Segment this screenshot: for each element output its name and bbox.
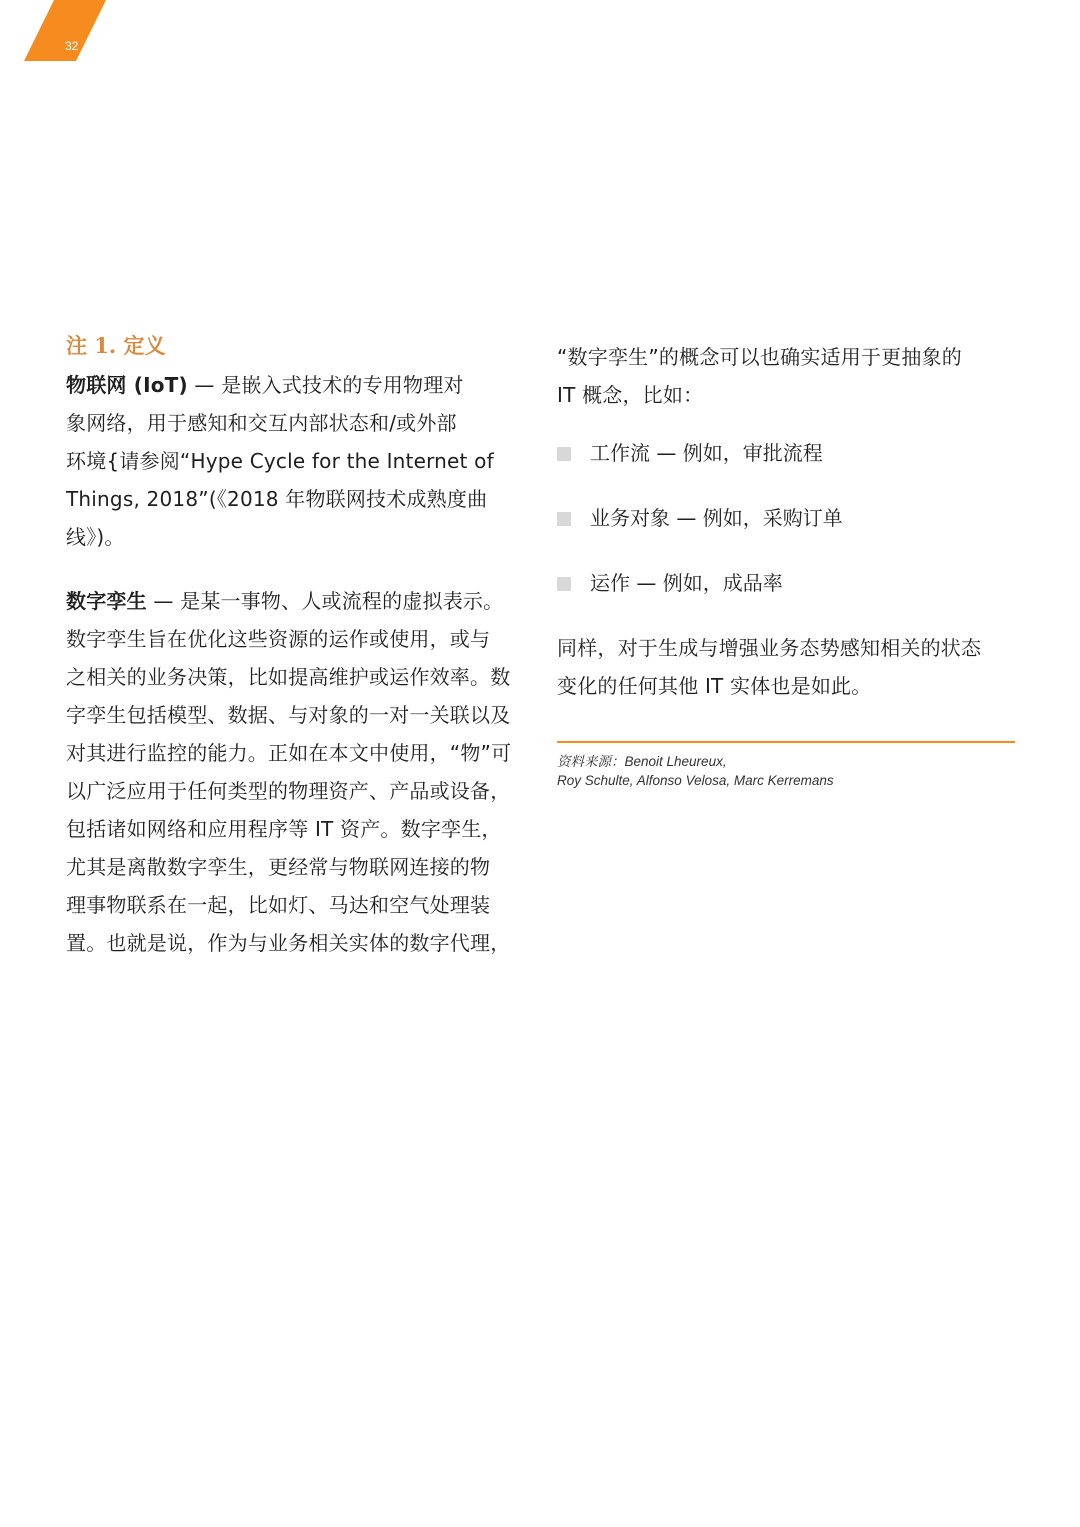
digital-twin-line-7: 包括诸如网络和应用程序等 IT 资产。数字孪生，: [66, 817, 502, 841]
digital-twin-line-1: — 是某一事物、人或流程的虚拟表示。: [146, 589, 504, 613]
note-heading: 注 1. 定义: [66, 333, 166, 358]
digital-twin-definition: [66, 582, 526, 962]
digital-twin-line-4: 字孪生包括模型、数据、与对象的一对一关联以及: [66, 703, 511, 727]
list-item: [557, 434, 1017, 472]
digital-twin-line-6: 以广泛应用于任何类型的物理资产、产品或设备，: [66, 779, 511, 803]
iot-line-1: — 是嵌入式技术的专用物理对: [187, 373, 464, 397]
source-line-2: Roy Schulte, Alfonso Velosa, Marc Kerremans: [557, 773, 834, 788]
iot-line-4: Things, 2018”(《2018 年物联网技术成熟度曲: [66, 487, 488, 511]
list-item-text: 业务对象 — 例如，采购订单: [590, 506, 843, 530]
abstract-intro-line-1: “数字孪生”的概念可以也确实适用于更抽象的: [557, 345, 962, 369]
digital-twin-line-8: 尤其是离散数字孪生，更经常与物联网连接的物: [66, 855, 491, 879]
source-citation: [557, 752, 1017, 790]
square-bullet-icon: [557, 512, 571, 526]
digital-twin-line-5: 对其进行监控的能力。正如在本文中使用，“物”可: [66, 741, 512, 765]
list-item-text: 运作 — 例如，成品率: [590, 571, 783, 595]
square-bullet-icon: [557, 577, 571, 591]
iot-line-5: 线》)。: [66, 525, 125, 549]
source-line-1: 资料来源：Benoit Lheureux,: [557, 754, 727, 769]
paragraph-gap: [66, 556, 526, 582]
digital-twin-line-10: 置。也就是说，作为与业务相关实体的数字代理，: [66, 931, 511, 955]
digital-twin-term: 数字孪生: [66, 589, 147, 613]
list-item: [557, 499, 1017, 537]
list-item: [557, 564, 1017, 602]
examples-list: [557, 434, 1017, 602]
abstract-intro: [557, 338, 1017, 414]
abstract-intro-line-2: IT 概念，比如：: [557, 383, 704, 407]
closing-line-2: 变化的任何其他 IT 实体也是如此。: [557, 674, 872, 698]
iot-line-2: 象网络，用于感知和交互内部状态和/或外部: [66, 411, 457, 435]
square-bullet-icon: [557, 447, 571, 461]
digital-twin-line-9: 理事物联系在一起，比如灯、马达和空气处理装: [66, 893, 491, 917]
iot-term: 物联网 (IoT): [66, 373, 188, 397]
list-item-text: 工作流 — 例如，审批流程: [590, 441, 823, 465]
abstract-concepts-column: [557, 338, 1017, 790]
iot-line-3: 环境{请参阅“Hype Cycle for the Internet of: [66, 449, 494, 473]
digital-twin-line-3: 之相关的业务决策，比如提高维护或运作效率。数: [66, 665, 511, 689]
closing-paragraph: [557, 629, 1017, 705]
definitions-column: [66, 328, 526, 962]
source-divider: [557, 741, 1015, 743]
iot-definition: [66, 366, 526, 556]
page-number: 32: [65, 39, 79, 53]
closing-line-1: 同样，对于生成与增强业务态势感知相关的状态: [557, 636, 982, 660]
digital-twin-line-2: 数字孪生旨在优化这些资源的运作或使用，或与: [66, 627, 491, 651]
